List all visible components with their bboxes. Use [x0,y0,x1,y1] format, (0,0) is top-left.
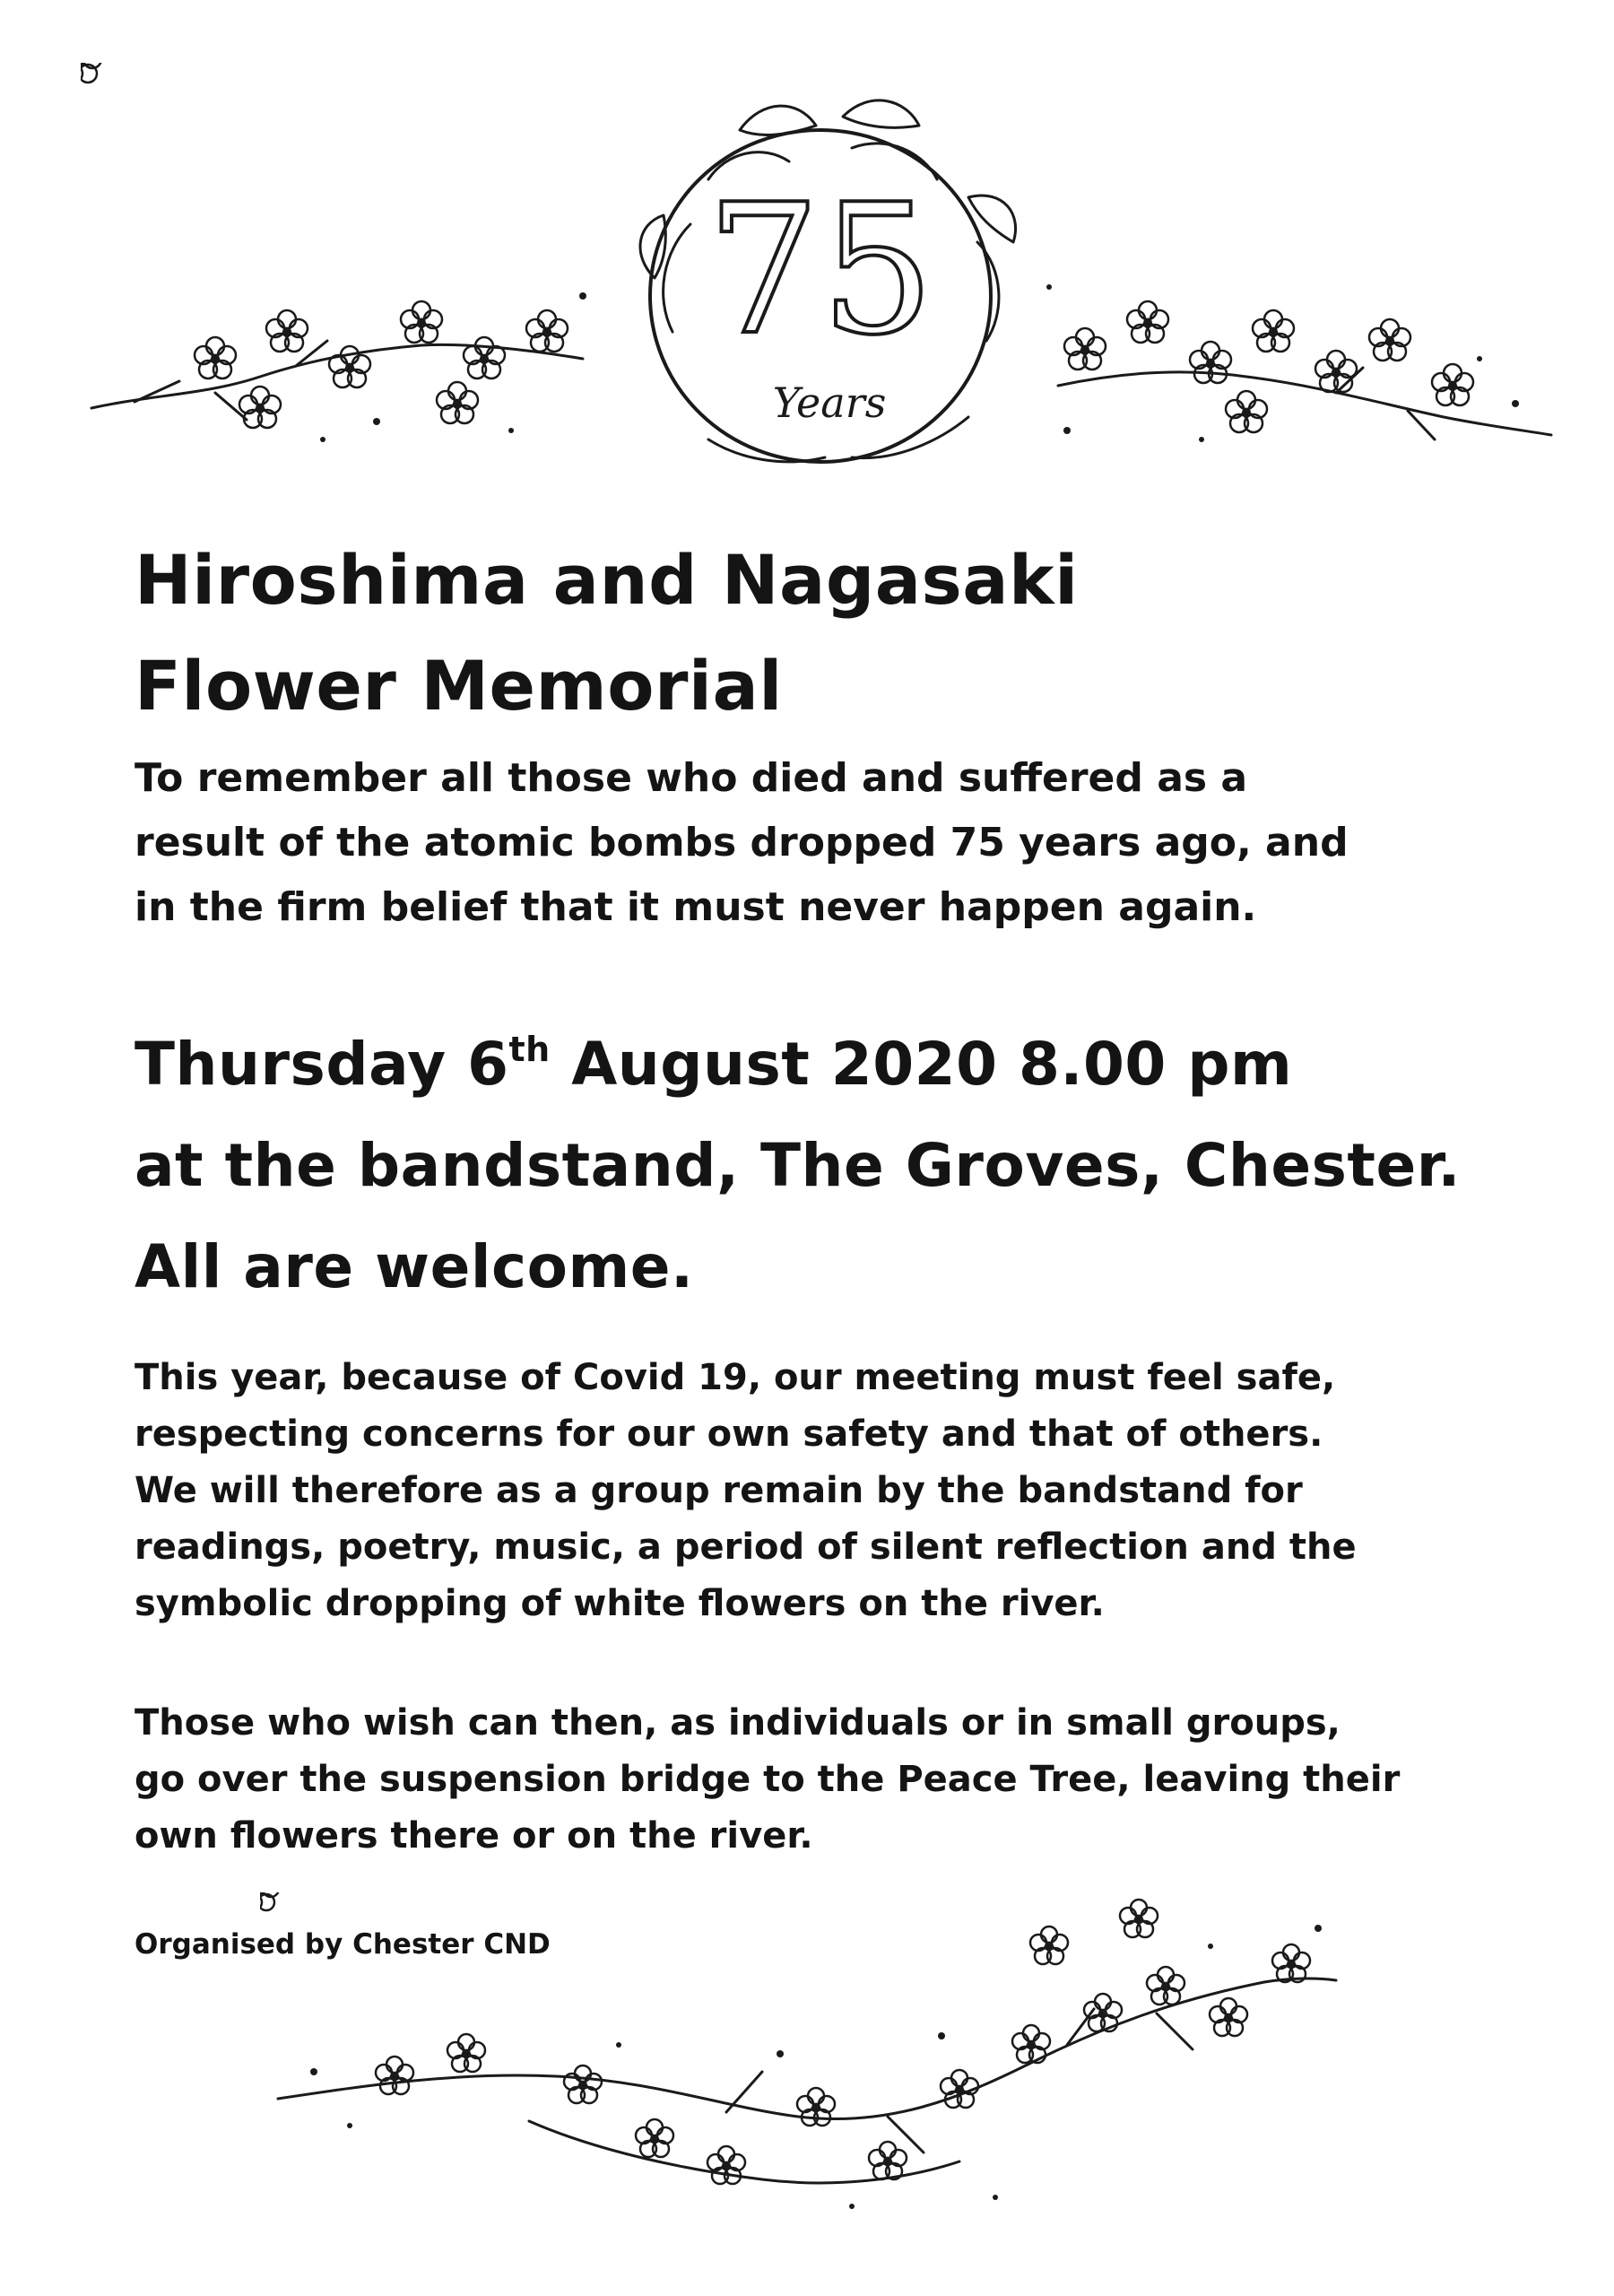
covid-line-1: This year, because of Covid 19, our meeting must feel safe, [134,1357,1336,1398]
intro-line-1: To remember all those who died and suffered as a [134,755,1248,801]
covid-line-5: symbolic dropping of white flowers on the river. [134,1583,1105,1624]
event-details [134,1013,1461,1318]
badge-number: 75 [706,166,935,375]
intro-paragraph [134,746,1533,940]
blossom-wreath-illustration [81,63,1560,502]
blossom-branch-illustration [260,1892,1345,2233]
event-date-time [134,1013,1461,1115]
bridge-line-1: Those who wish can then, as individuals or in small groups, [134,1702,1341,1744]
covid-line-3: We will therefore as a group remain by the bandstand for [134,1470,1303,1511]
bridge-paragraph [134,1695,1533,1865]
event-location: at the bandstand, The Groves, Chester. [134,1131,1461,1200]
title-line-1: Hiroshima and Nagasaki [134,540,1079,620]
bridge-line-2: go over the suspension bridge to the Peace Tree, leaving their [134,1759,1401,1800]
covid-line-4: readings, poetry, music, a period of silent reflection and the [134,1526,1357,1568]
covid-line-2: respecting concerns for our own safety and that of others. [134,1413,1323,1455]
title-line-2: Flower Memorial [134,646,783,726]
covid-paragraph [134,1350,1533,1632]
event-ordinal: th [508,1030,551,1069]
badge-word: Years [772,378,887,427]
event-day: Thursday 6 [134,1030,509,1099]
bridge-line-3: own flowers there or on the river. [134,1815,813,1857]
right-branch-icon [1058,372,1551,435]
intro-line-2: result of the atomic bombs dropped 75 years ago, and [134,820,1349,865]
page-title [134,527,1079,739]
intro-line-3: in the firm belief that it must never happen again. [134,884,1257,930]
event-welcome: All are welcome. [134,1232,694,1301]
organiser-credit: Organised by Chester CND [134,1928,551,1961]
event-datetime: August 2020 8.00 pm [571,1030,1293,1099]
